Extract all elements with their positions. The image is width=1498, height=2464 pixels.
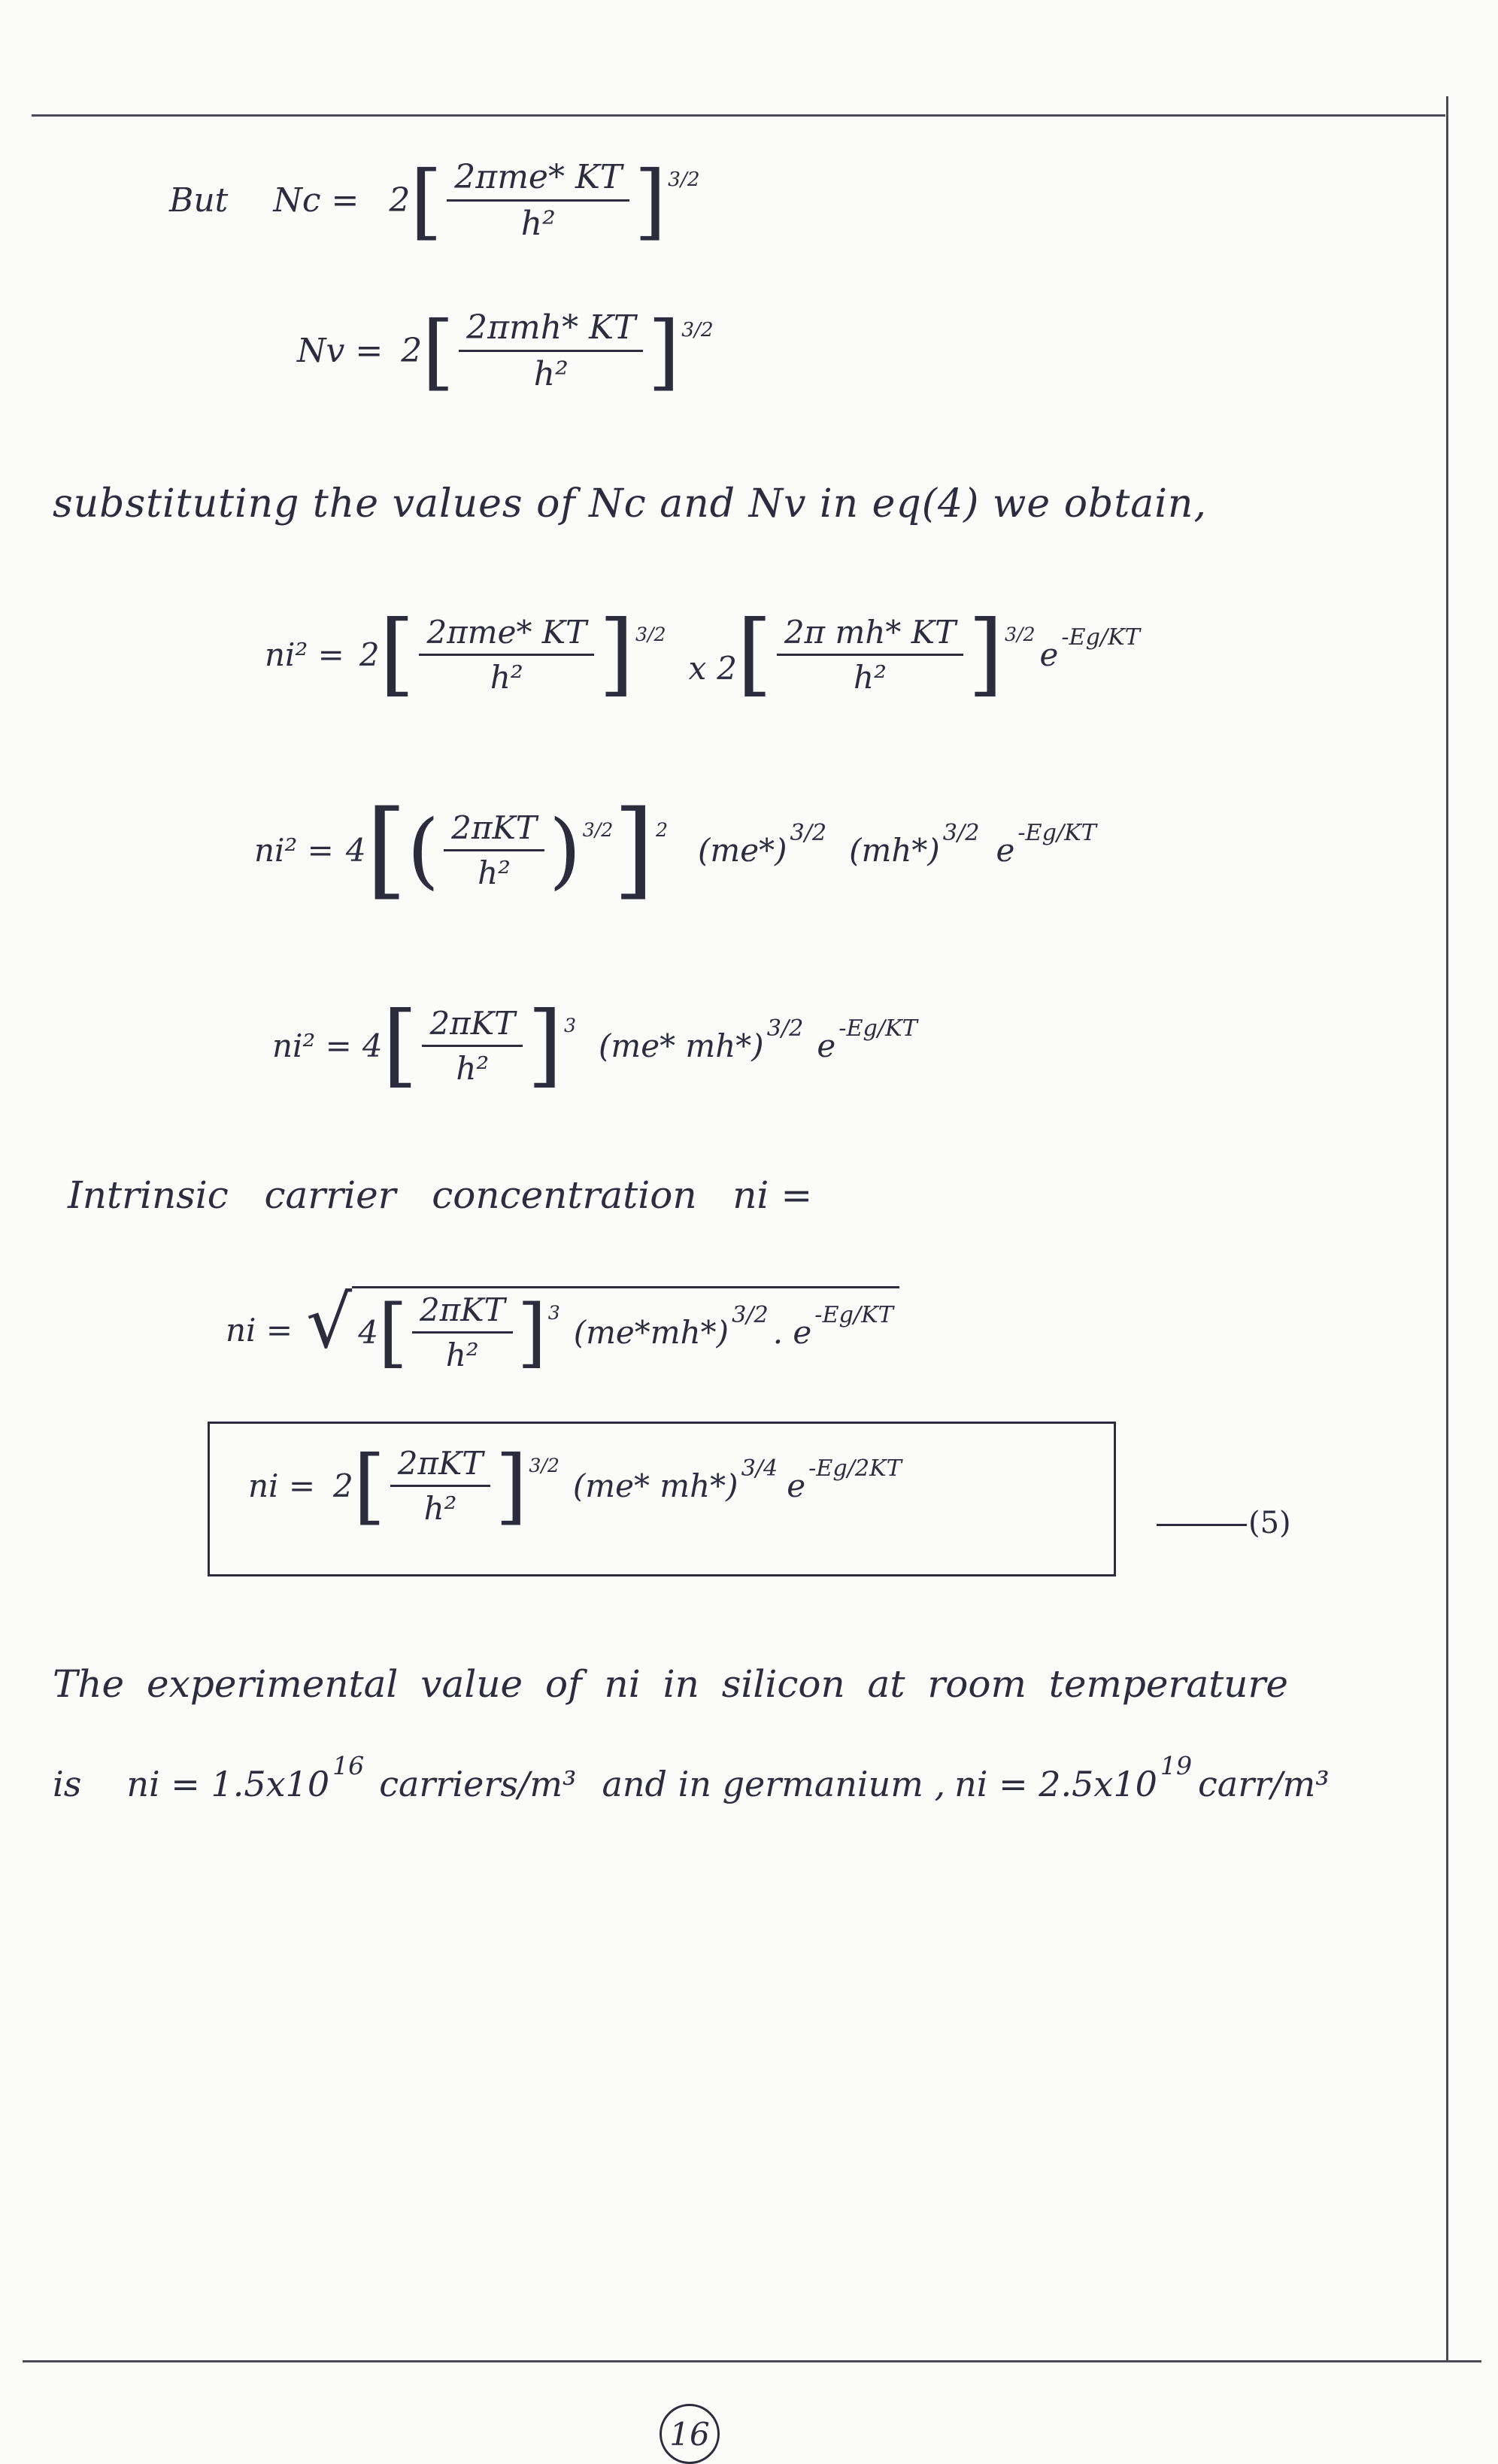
equation-label: (5): [1248, 1506, 1291, 1540]
eqc-denominator: h²: [456, 1049, 490, 1087]
eqe-exponent: -Eg/2KT: [808, 1455, 902, 1482]
nc-power: 3/2: [668, 168, 700, 192]
eqa-coef2: 2: [717, 649, 737, 687]
eqb-term2: (mh*): [849, 831, 940, 869]
left-bracket: [: [379, 602, 415, 706]
equation-ni-sqrt: [226, 1280, 899, 1376]
eqa-power1: 3/2: [635, 624, 666, 646]
eqe-fraction: [390, 1445, 491, 1527]
silicon-unit: carriers/m³: [379, 1764, 577, 1804]
germanium-text: and in germanium ,: [602, 1764, 946, 1804]
eqe-term-power: 3/4: [741, 1455, 778, 1482]
eqa-lhs: ni² =: [265, 636, 344, 673]
eqb-exp-base: e: [996, 831, 1015, 869]
germanium-value: ni = 2.5x10: [954, 1764, 1157, 1804]
eqa-exponent: -Eg/KT: [1061, 624, 1140, 651]
germanium-exponent: 19: [1160, 1750, 1193, 1780]
page-border-right: [1446, 96, 1448, 2360]
equation-ni-final: [248, 1437, 902, 1534]
eqc-term-power: 3/2: [766, 1015, 804, 1042]
eqb-outer-power: 2: [655, 819, 668, 842]
nv-lhs: Nv =: [297, 332, 384, 370]
right-bracket: ]: [647, 302, 681, 399]
silicon-value: ni = 1.5x10: [126, 1764, 330, 1804]
right-bracket: ]: [613, 788, 654, 911]
equation-ni2-product: [265, 602, 1140, 706]
left-paren: (: [407, 802, 440, 898]
nc-numerator: 2πme* KT: [454, 158, 623, 196]
left-bracket: [: [382, 993, 418, 1097]
eqc-term: (me* mh*): [599, 1027, 764, 1064]
eqa-numerator1: 2πme* KT: [426, 613, 587, 651]
substitution-sentence: substituting the values of Nc and Nv in eq(4) we obtain,: [53, 481, 1207, 526]
right-bracket: ]: [968, 602, 1003, 706]
eqc-coef: 4: [362, 1027, 383, 1064]
eqe-lhs: ni =: [248, 1467, 316, 1504]
eqe-exp-base: e: [787, 1467, 806, 1504]
eqd-power: 3: [547, 1301, 560, 1324]
right-bracket: ]: [517, 1288, 547, 1376]
eqa-exp-base: e: [1039, 636, 1059, 673]
but-word: But: [169, 181, 229, 220]
nv-coef: 2: [401, 332, 423, 370]
nc-coef: 2: [389, 181, 411, 220]
eqb-fraction: [444, 809, 544, 891]
eqd-denominator: h²: [445, 1337, 479, 1373]
equation-nc: [169, 152, 700, 249]
eqa-coef1: 2: [359, 636, 380, 673]
right-bracket: ]: [495, 1437, 528, 1534]
eqd-term: (me*mh*): [573, 1314, 729, 1351]
eqe-term: (me* mh*): [572, 1467, 738, 1504]
eqd-term-power: 3/2: [732, 1302, 769, 1329]
right-bracket: ]: [634, 152, 667, 249]
eqa-fraction2: [777, 614, 963, 696]
eqb-denominator: h²: [478, 854, 511, 891]
eqe-numerator: 2πKT: [397, 1444, 484, 1482]
eqb-term1: (me*): [698, 831, 787, 869]
nv-numerator: 2πmh* KT: [466, 308, 636, 347]
nv-denominator: h²: [533, 355, 569, 393]
eqb-lhs: ni² =: [254, 831, 334, 869]
eqe-power: 3/2: [529, 1455, 559, 1477]
left-bracket: [: [365, 788, 408, 911]
eqa-denominator1: h²: [490, 658, 523, 696]
right-bracket: ]: [599, 602, 635, 706]
silicon-exponent: 16: [332, 1750, 365, 1780]
eqb-inner-power: 3/2: [582, 819, 614, 842]
sqrt-radical: [306, 1280, 899, 1376]
eqe-coef: 2: [333, 1467, 353, 1504]
eqb-coef: 4: [345, 831, 366, 869]
eqb-numerator: 2πKT: [451, 809, 537, 846]
eqc-power: 3: [563, 1015, 577, 1037]
left-bracket: [: [378, 1288, 408, 1376]
eqb-exponent: -Eg/KT: [1017, 819, 1096, 846]
left-bracket: [: [410, 152, 443, 249]
page-border-top: [32, 114, 1445, 117]
left-bracket: [: [736, 602, 772, 706]
sqrt-body: [352, 1286, 899, 1376]
eqc-fraction: [422, 1005, 523, 1087]
eqb-term2-power: 3/2: [942, 819, 980, 846]
eqd-lhs: ni =: [226, 1311, 293, 1349]
eqc-numerator: 2πKT: [429, 1004, 516, 1042]
equation-ni2-simplified: [272, 993, 917, 1097]
intrinsic-sentence: Intrinsic carrier concentration ni =: [68, 1173, 813, 1217]
values-sentence: [53, 1750, 1330, 1804]
eqb-term1-power: 3/2: [790, 819, 827, 846]
experimental-sentence: The experimental value of ni in silicon at room temperature: [53, 1662, 1288, 1706]
right-bracket: ]: [527, 993, 563, 1097]
nv-fraction: [459, 308, 643, 393]
germanium-unit: carr/m³: [1198, 1764, 1330, 1804]
eqd-numerator: 2πKT: [419, 1291, 505, 1328]
eqd-fraction: [412, 1291, 513, 1373]
left-bracket: [: [353, 1437, 386, 1534]
eqd-exponent: -Eg/KT: [814, 1302, 893, 1329]
radical-sign-icon: √: [306, 1280, 353, 1364]
eqc-exp-base: e: [817, 1027, 836, 1064]
eqa-denominator2: h²: [854, 658, 887, 696]
page-number: 16: [660, 2404, 720, 2464]
equation-ni2-expanded: [254, 788, 1096, 911]
equation-nv: [297, 302, 714, 399]
is-word: is: [53, 1764, 82, 1804]
eqa-numerator2: 2π mh* KT: [784, 613, 957, 651]
eqd-exp-base: . e: [772, 1314, 812, 1351]
page-border-bottom: [23, 2360, 1481, 2362]
left-bracket: [: [422, 302, 455, 399]
eqc-exponent: -Eg/KT: [838, 1015, 917, 1042]
eqa-power2: 3/2: [1004, 624, 1036, 646]
right-paren: ): [548, 802, 581, 898]
eqe-denominator: h²: [423, 1489, 457, 1527]
nc-denominator: h²: [520, 205, 556, 243]
equation-label-line: [1157, 1524, 1247, 1526]
eqd-coef: 4: [358, 1314, 378, 1351]
nv-power: 3/2: [681, 318, 714, 342]
nc-fraction: [447, 158, 629, 243]
eqa-fraction1: [419, 614, 594, 696]
nc-lhs: Nc =: [273, 181, 359, 220]
eqa-times: x: [688, 649, 707, 687]
eqc-lhs: ni² =: [272, 1027, 352, 1064]
